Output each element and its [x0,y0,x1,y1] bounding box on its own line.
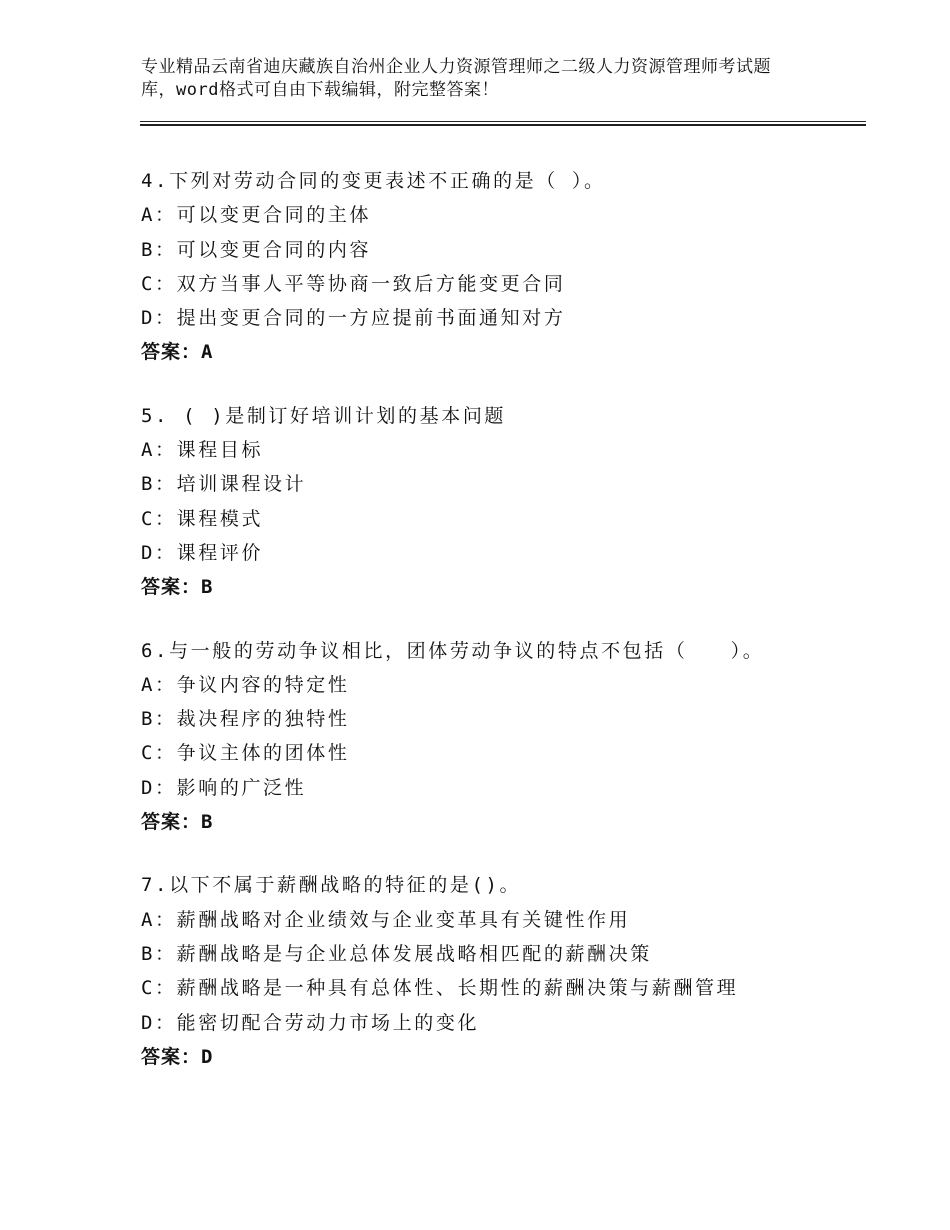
header-divider-top [140,121,866,122]
option-d: D：提出变更合同的一方应提前书面通知对方 [141,307,566,330]
option-d: D：影响的广泛性 [141,776,307,799]
option-b: B：薪酬战略是与企业总体发展战略相匹配的薪酬决策 [141,942,652,965]
answer: 答案：B [141,576,214,599]
option-b: B：培训课程设计 [141,473,307,496]
option-c: C：双方当事人平等协商一致后方能变更合同 [141,272,566,295]
question-stem: 7.以下不属于薪酬战略的特征的是()。 [141,874,522,897]
question-stem: 5. ( )是制订好培训计划的基本问题 [141,404,507,427]
question-5 [141,399,861,605]
option-c: C：课程模式 [141,507,264,530]
question-7 [141,868,861,1074]
header-divider-bottom [140,124,866,126]
option-d: D：课程评价 [141,541,264,564]
answer: 答案：D [141,1045,214,1068]
question-4 [141,164,861,370]
option-d: D：能密切配合劳动力市场上的变化 [141,1011,480,1034]
question-6 [141,634,861,840]
question-stem: 4.下列对劳动合同的变更表述不正确的是（ ）。 [141,170,606,192]
option-c: C：薪酬战略是一种具有总体性、长期性的薪酬决策与薪酬管理 [141,977,739,1000]
document-header [141,56,841,102]
answer: 答案：B [141,811,214,834]
option-b: B：裁决程序的独特性 [141,708,350,731]
header-line-2: 库，word格式可自由下载编辑，附完整答案！ [141,80,499,100]
option-a: A：课程目标 [141,439,264,462]
option-b: B：可以变更合同的内容 [141,238,372,261]
option-a: A：争议内容的特定性 [141,673,350,696]
header-line-1: 专业精品云南省迪庆藏族自治州企业人力资源管理师之二级人力资源管理师考试题 [141,57,771,77]
answer: 答案：A [141,341,214,364]
question-list [141,164,861,1103]
option-a: A：可以变更合同的主体 [141,204,372,227]
option-a: A：薪酬战略对企业绩效与企业变革具有关键性作用 [141,908,631,931]
option-c: C：争议主体的团体性 [141,742,350,765]
question-stem: 6.与一般的劳动争议相比，团体劳动争议的特点不包括（ ）。 [141,639,765,662]
